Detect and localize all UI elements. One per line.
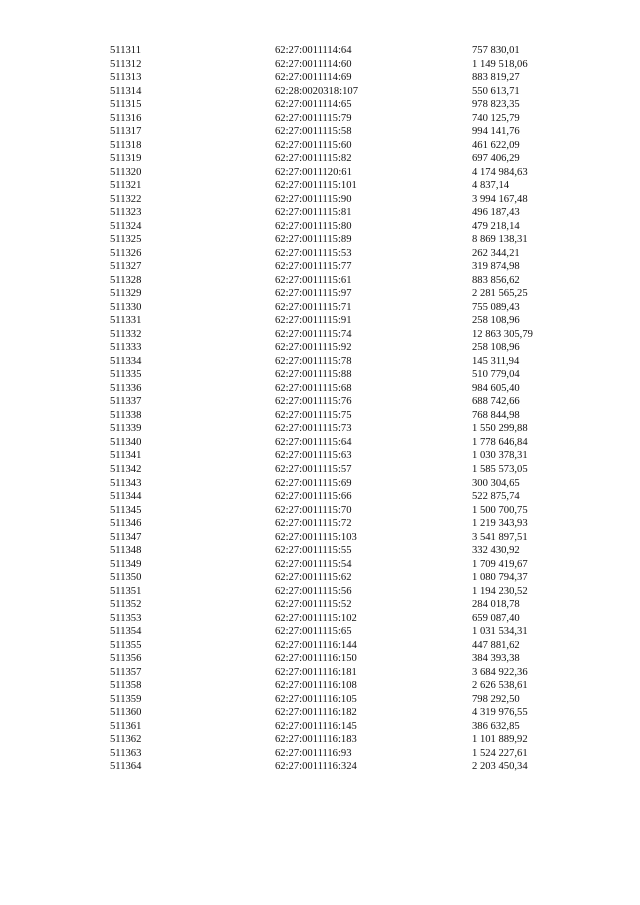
amount-value: 755 089,43 <box>472 301 520 313</box>
cadastral-number: 62:27:0011115:78 <box>275 355 352 367</box>
cadastral-number: 62:27:0011115:53 <box>275 247 352 259</box>
row-number: 511331 <box>110 315 142 327</box>
amount-value: 284 018,78 <box>472 599 520 611</box>
cadastral-number: 62:27:0011116:105 <box>275 693 357 705</box>
cadastral-number: 62:27:0011115:60 <box>275 139 352 151</box>
amount-value: 461 622,09 <box>472 139 520 151</box>
amount-value: 12 863 305,79 <box>472 328 533 340</box>
amount-value: 1 585 573,05 <box>472 463 528 475</box>
cadastral-number: 62:27:0011114:69 <box>275 72 352 84</box>
row-number: 511342 <box>110 463 142 475</box>
table-row <box>110 625 550 639</box>
row-number: 511315 <box>110 99 142 111</box>
table-row <box>110 612 550 626</box>
row-number: 511359 <box>110 693 142 705</box>
row-number: 511314 <box>110 85 142 97</box>
amount-value: 386 632,85 <box>472 720 520 732</box>
amount-value: 757 830,01 <box>472 45 520 56</box>
cadastral-number: 62:28:0020318:107 <box>275 85 358 97</box>
row-number: 511354 <box>110 626 142 638</box>
table-row <box>110 544 550 558</box>
amount-value: 688 742,66 <box>472 396 520 408</box>
cadastral-number: 62:27:0011115:73 <box>275 423 352 435</box>
cadastral-number: 62:27:0011115:61 <box>275 274 352 286</box>
amount-value: 522 875,74 <box>472 491 520 503</box>
amount-value: 1 778 646,84 <box>472 436 528 448</box>
amount-value: 3 541 897,51 <box>472 531 528 543</box>
table-row <box>110 477 550 491</box>
cadastral-number: 62:27:0011115:77 <box>275 261 352 273</box>
table-row <box>110 112 550 126</box>
row-number: 511323 <box>110 207 142 219</box>
row-number: 511343 <box>110 477 142 489</box>
cadastral-number: 62:27:0011115:65 <box>275 626 352 638</box>
amount-value: 883 819,27 <box>472 72 520 84</box>
table-row <box>110 747 550 761</box>
table-row <box>110 666 550 680</box>
row-number: 511316 <box>110 112 142 124</box>
amount-value: 496 187,43 <box>472 207 520 219</box>
amount-value: 2 281 565,25 <box>472 288 528 300</box>
table-row <box>110 585 550 599</box>
data-table <box>110 44 550 774</box>
row-number: 511335 <box>110 369 142 381</box>
amount-value: 4 174 984,63 <box>472 166 528 178</box>
row-number: 511317 <box>110 126 142 138</box>
cadastral-number: 62:27:0011116:145 <box>275 720 357 732</box>
row-number: 511312 <box>110 58 142 70</box>
amount-value: 3 684 922,36 <box>472 666 528 678</box>
table-row <box>110 652 550 666</box>
table-row <box>110 706 550 720</box>
cadastral-number: 62:27:0011116:150 <box>275 653 357 665</box>
cadastral-number: 62:27:0011115:56 <box>275 585 352 597</box>
row-number: 511345 <box>110 504 142 516</box>
cadastral-number: 62:27:0011115:88 <box>275 369 352 381</box>
row-number: 511338 <box>110 409 142 421</box>
table-row <box>110 206 550 220</box>
amount-value: 319 874,98 <box>472 261 520 273</box>
row-number: 511324 <box>110 220 142 232</box>
table-row <box>110 531 550 545</box>
amount-value: 1 550 299,88 <box>472 423 528 435</box>
row-number: 511351 <box>110 585 142 597</box>
table-row <box>110 463 550 477</box>
cadastral-number: 62:27:0011115:80 <box>275 220 352 232</box>
row-number: 511364 <box>110 761 142 773</box>
table-row <box>110 558 550 572</box>
table-row <box>110 382 550 396</box>
cadastral-number: 62:27:0011115:74 <box>275 328 352 340</box>
cadastral-number: 62:27:0011115:52 <box>275 599 352 611</box>
row-number: 511311 <box>110 45 141 56</box>
row-number: 511313 <box>110 72 142 84</box>
amount-value: 258 108,96 <box>472 315 520 327</box>
amount-value: 145 311,94 <box>472 355 520 367</box>
table-row <box>110 233 550 247</box>
cadastral-number: 62:27:0011116:324 <box>275 761 357 773</box>
cadastral-number: 62:27:0011115:63 <box>275 450 352 462</box>
row-number: 511339 <box>110 423 142 435</box>
table-row <box>110 504 550 518</box>
row-number: 511334 <box>110 355 142 367</box>
amount-value: 1 101 889,92 <box>472 734 528 746</box>
cadastral-number: 62:27:0011115:58 <box>275 126 352 138</box>
amount-value: 1 031 534,31 <box>472 626 528 638</box>
row-number: 511333 <box>110 342 142 354</box>
amount-value: 659 087,40 <box>472 612 520 624</box>
cadastral-number: 62:27:0011114:64 <box>275 45 352 56</box>
cadastral-number: 62:27:0011115:91 <box>275 315 352 327</box>
row-number: 511350 <box>110 572 142 584</box>
table-row <box>110 287 550 301</box>
cadastral-number: 62:27:0011115:68 <box>275 382 352 394</box>
cadastral-number: 62:27:0011115:62 <box>275 572 352 584</box>
amount-value: 978 823,35 <box>472 99 520 111</box>
row-number: 511327 <box>110 261 142 273</box>
cadastral-number: 62:27:0011115:97 <box>275 288 352 300</box>
cadastral-number: 62:27:0011116:144 <box>275 639 357 651</box>
cadastral-number: 62:27:0011115:70 <box>275 504 352 516</box>
amount-value: 1 149 518,06 <box>472 58 528 70</box>
table-row <box>110 368 550 382</box>
cadastral-number: 62:27:0011114:65 <box>275 99 352 111</box>
table-row <box>110 328 550 342</box>
amount-value: 883 856,62 <box>472 274 520 286</box>
amount-value: 4 837,14 <box>472 180 510 192</box>
amount-value: 697 406,29 <box>472 153 520 165</box>
table-row <box>110 639 550 653</box>
amount-value: 510 779,04 <box>472 369 520 381</box>
row-number: 511337 <box>110 396 142 408</box>
cadastral-number: 62:27:0011115:101 <box>275 180 357 192</box>
cadastral-number: 62:27:0011115:81 <box>275 207 352 219</box>
amount-value: 550 613,71 <box>472 85 520 97</box>
row-number: 511322 <box>110 193 142 205</box>
table-row <box>110 517 550 531</box>
cadastral-number: 62:27:0011115:92 <box>275 342 352 354</box>
row-number: 511325 <box>110 234 142 246</box>
table-row <box>110 733 550 747</box>
table-row <box>110 71 550 85</box>
row-number: 511348 <box>110 545 142 557</box>
table-row <box>110 490 550 504</box>
cadastral-number: 62:27:0011115:89 <box>275 234 352 246</box>
cadastral-number: 62:27:0011114:60 <box>275 58 352 70</box>
amount-value: 4 319 976,55 <box>472 707 528 719</box>
row-number: 511319 <box>110 153 142 165</box>
cadastral-number: 62:27:0011116:93 <box>275 747 352 759</box>
amount-value: 258 108,96 <box>472 342 520 354</box>
table-row <box>110 314 550 328</box>
cadastral-number: 62:27:0011115:64 <box>275 436 352 448</box>
table-row <box>110 679 550 693</box>
cadastral-number: 62:27:0011116:108 <box>275 680 357 692</box>
table-row <box>110 449 550 463</box>
table-row <box>110 720 550 734</box>
amount-value: 768 844,98 <box>472 409 520 421</box>
table-row <box>110 98 550 112</box>
table-row <box>110 355 550 369</box>
amount-value: 984 605,40 <box>472 382 520 394</box>
amount-value: 384 393,38 <box>472 653 520 665</box>
table-row <box>110 571 550 585</box>
row-number: 511344 <box>110 491 142 503</box>
cadastral-number: 62:27:0011116:183 <box>275 734 357 746</box>
amount-value: 447 881,62 <box>472 639 520 651</box>
row-number: 511341 <box>110 450 142 462</box>
amount-value: 1 709 419,67 <box>472 558 528 570</box>
amount-value: 300 304,65 <box>472 477 520 489</box>
table-row <box>110 44 550 58</box>
amount-value: 798 292,50 <box>472 693 520 705</box>
table-row <box>110 341 550 355</box>
amount-value: 479 218,14 <box>472 220 520 232</box>
cadastral-number: 62:27:0011115:75 <box>275 409 352 421</box>
cadastral-number: 62:27:0011115:79 <box>275 112 352 124</box>
table-row <box>110 693 550 707</box>
row-number: 511330 <box>110 301 142 313</box>
amount-value: 740 125,79 <box>472 112 520 124</box>
row-number: 511320 <box>110 166 142 178</box>
amount-value: 994 141,76 <box>472 126 520 138</box>
cadastral-number: 62:27:0011116:181 <box>275 666 357 678</box>
row-number: 511329 <box>110 288 142 300</box>
row-number: 511336 <box>110 382 142 394</box>
row-number: 511361 <box>110 720 142 732</box>
row-number: 511318 <box>110 139 142 151</box>
cadastral-number: 62:27:0011115:66 <box>275 491 352 503</box>
cadastral-number: 62:27:0011115:102 <box>275 612 357 624</box>
cadastral-number: 62:27:0011115:90 <box>275 193 352 205</box>
cadastral-number: 62:27:0011115:69 <box>275 477 352 489</box>
table-row <box>110 409 550 423</box>
table-row <box>110 260 550 274</box>
table-row <box>110 193 550 207</box>
table-row <box>110 436 550 450</box>
row-number: 511363 <box>110 747 142 759</box>
amount-value: 8 869 138,31 <box>472 234 528 246</box>
table-row <box>110 58 550 72</box>
amount-value: 1 194 230,52 <box>472 585 528 597</box>
cadastral-number: 62:27:0011115:71 <box>275 301 352 313</box>
amount-value: 2 626 538,61 <box>472 680 528 692</box>
row-number: 511352 <box>110 599 142 611</box>
table-row <box>110 274 550 288</box>
table-row <box>110 179 550 193</box>
row-number: 511326 <box>110 247 142 259</box>
row-number: 511355 <box>110 639 142 651</box>
table-row <box>110 760 550 774</box>
row-number: 511346 <box>110 518 142 530</box>
cadastral-number: 62:27:0011115:82 <box>275 153 352 165</box>
cadastral-number: 62:27:0011116:182 <box>275 707 357 719</box>
amount-value: 2 203 450,34 <box>472 761 528 773</box>
cadastral-number: 62:27:0011120:61 <box>275 166 352 178</box>
cadastral-number: 62:27:0011115:72 <box>275 518 352 530</box>
row-number: 511332 <box>110 328 142 340</box>
amount-value: 1 500 700,75 <box>472 504 528 516</box>
cadastral-number: 62:27:0011115:76 <box>275 396 352 408</box>
table-row <box>110 422 550 436</box>
amount-value: 1 030 378,31 <box>472 450 528 462</box>
row-number: 511321 <box>110 180 142 192</box>
row-number: 511356 <box>110 653 142 665</box>
table-row <box>110 125 550 139</box>
row-number: 511357 <box>110 666 142 678</box>
cadastral-number: 62:27:0011115:54 <box>275 558 352 570</box>
row-number: 511358 <box>110 680 142 692</box>
table-row <box>110 85 550 99</box>
table-row <box>110 247 550 261</box>
cadastral-number: 62:27:0011115:55 <box>275 545 352 557</box>
row-number: 511328 <box>110 274 142 286</box>
row-number: 511347 <box>110 531 142 543</box>
amount-value: 332 430,92 <box>472 545 520 557</box>
table-row <box>110 598 550 612</box>
row-number: 511360 <box>110 707 142 719</box>
amount-value: 1 219 343,93 <box>472 518 528 530</box>
table-row <box>110 139 550 153</box>
cadastral-number: 62:27:0011115:57 <box>275 463 352 475</box>
amount-value: 3 994 167,48 <box>472 193 528 205</box>
table-row <box>110 220 550 234</box>
table-row <box>110 152 550 166</box>
table-row <box>110 301 550 315</box>
table-row <box>110 395 550 409</box>
amount-value: 262 344,21 <box>472 247 520 259</box>
amount-value: 1 080 794,37 <box>472 572 528 584</box>
cadastral-number: 62:27:0011115:103 <box>275 531 357 543</box>
row-number: 511340 <box>110 436 142 448</box>
amount-value: 1 524 227,61 <box>472 747 528 759</box>
table-row <box>110 166 550 180</box>
row-number: 511362 <box>110 734 142 746</box>
row-number: 511353 <box>110 612 142 624</box>
row-number: 511349 <box>110 558 142 570</box>
